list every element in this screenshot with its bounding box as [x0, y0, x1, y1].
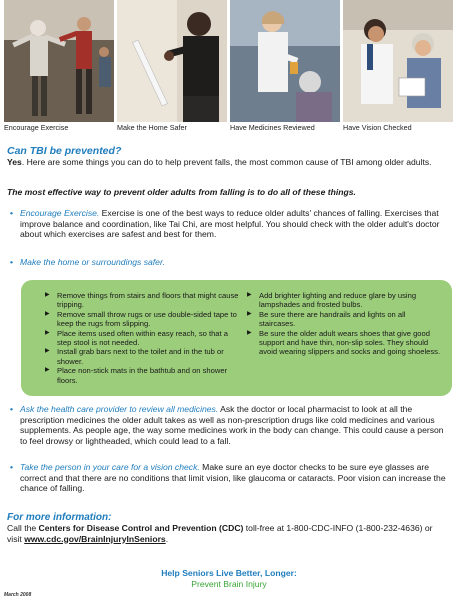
section-heading: Can TBI be prevented? — [7, 145, 122, 157]
tip-text: Ask the doctor or local pharmacist to look at all the prescription medicines the older adult takes as well as non-prescription drugs like cold medicines and various supplements. As people age, the way some medicines work in the body can change. This could cause a person to feel drowsy or lightheaded, which could lead to a fall. — [20, 404, 444, 446]
bullet-dot: • — [10, 208, 14, 218]
bullet-dot: • — [10, 462, 14, 472]
doctor-patient-image — [343, 0, 453, 122]
home-tip: ▶ Be sure there are handrails and lights on all staircases. — [247, 309, 406, 329]
tip-text: Make sure an eye doctor checks to be sure eye glasses are correct and that there are no conditions that limit vision, like glaucoma or cataracts. Poor vision can increase the chance of falling. — [20, 462, 446, 494]
home-tips-left — [43, 291, 239, 385]
photo-vision — [343, 0, 453, 122]
triangle-bullet-icon: ▶ — [45, 367, 50, 374]
cdc-name: Centers for Disease Control and Prevention (CDC) — [38, 523, 244, 533]
home-tips-right — [245, 291, 443, 357]
caption-vision: Have Vision Checked — [343, 123, 412, 132]
exercise-class-image — [4, 0, 114, 122]
pharmacist-image — [230, 0, 340, 122]
tip-exercise — [10, 208, 448, 240]
tip-vision — [10, 462, 448, 494]
tip-home-safer — [10, 257, 448, 268]
intro-paragraph — [7, 157, 447, 167]
photo-medicines — [230, 0, 340, 122]
home-tip: ▶ Be sure the older adult wears shoes that give good support and have thin, non-slip soles. They should avoid wearing slippers and socks and going shoeless. — [247, 328, 441, 357]
home-tip: ▶ Remove things from stairs and floors that might cause tripping. — [45, 291, 239, 310]
home-tip: ▶ Place non-stick mats in the bathtub and on shower floors. — [45, 366, 228, 385]
more-info-heading: For more information: — [7, 512, 112, 523]
triangle-bullet-icon: ▶ — [247, 329, 252, 336]
home-safety-box — [21, 280, 452, 396]
photo-strip — [4, 0, 454, 122]
bullet-dot: • — [10, 257, 14, 267]
tip-highlight: Make the home or surroundings safer. — [20, 257, 165, 267]
publication-date: March 2008 — [4, 592, 32, 598]
caption-medicines: Have Medicines Reviewed — [230, 123, 315, 132]
triangle-bullet-icon: ▶ — [247, 310, 252, 317]
tip-medicines — [10, 404, 448, 446]
home-tip: ▶ Add brighter lighting and reduce glare by using lampshades and frosted bulbs. — [247, 291, 417, 310]
home-tip: ▶ Install grab bars next to the toilet and in the tub or shower. — [45, 347, 224, 366]
lead-statement: The most effective way to prevent older adults from falling is to do all of these things. — [7, 187, 356, 197]
intro-text: . Here are some things you can do to help prevent falls, the most common cause of TBI among older adults. — [21, 157, 432, 167]
tip-highlight: Take the person in your care for a vision check. — [20, 462, 200, 472]
triangle-bullet-icon: ▶ — [45, 292, 50, 298]
triangle-bullet-icon: ▶ — [247, 292, 252, 298]
triangle-bullet-icon: ▶ — [45, 348, 50, 355]
tip-highlight: Encourage Exercise. — [20, 208, 100, 218]
tagline-line1: Help Seniors Live Better, Longer: — [161, 568, 297, 578]
tip-text: Exercise is one of the best ways to reduce older adults' chances of falling. Exercises that improve balance and coordination, like Tai Chi, are most helpful. You should check with the older adult's doctor about which exercises are safest and best for them. — [20, 208, 440, 240]
photo-captions — [4, 123, 454, 132]
photo-exercise — [4, 0, 114, 122]
more-info-text: Call the Centers for Disease Control and Prevention (CDC) toll-free at 1-800-CDC-INFO (1-800-232-4636) or visit www.cdc.gov/BrainInjuryInSeniors. — [7, 523, 433, 544]
photo-home-safer — [117, 0, 227, 122]
tip-highlight: Ask the health care provider to review all medicines. — [20, 404, 219, 414]
bullet-dot: • — [10, 404, 14, 414]
caption-home-safer: Make the Home Safer — [117, 123, 187, 132]
caption-exercise: Encourage Exercise — [4, 123, 69, 132]
yes-word: Yes — [7, 157, 22, 167]
cdc-website-link[interactable]: www.cdc.gov/BrainInjuryInSeniors — [24, 533, 166, 544]
triangle-bullet-icon: ▶ — [45, 329, 50, 336]
home-tip: ▶ Place items used often within easy reach, so that a step stool is not needed. — [45, 328, 228, 348]
home-tip: ▶ Remove small throw rugs or use double-sided tape to keep the rugs from slipping. — [45, 309, 237, 329]
tagline-line2: Prevent Brain Injury — [191, 579, 267, 589]
grab-bar-image — [117, 0, 227, 122]
triangle-bullet-icon: ▶ — [45, 310, 50, 317]
